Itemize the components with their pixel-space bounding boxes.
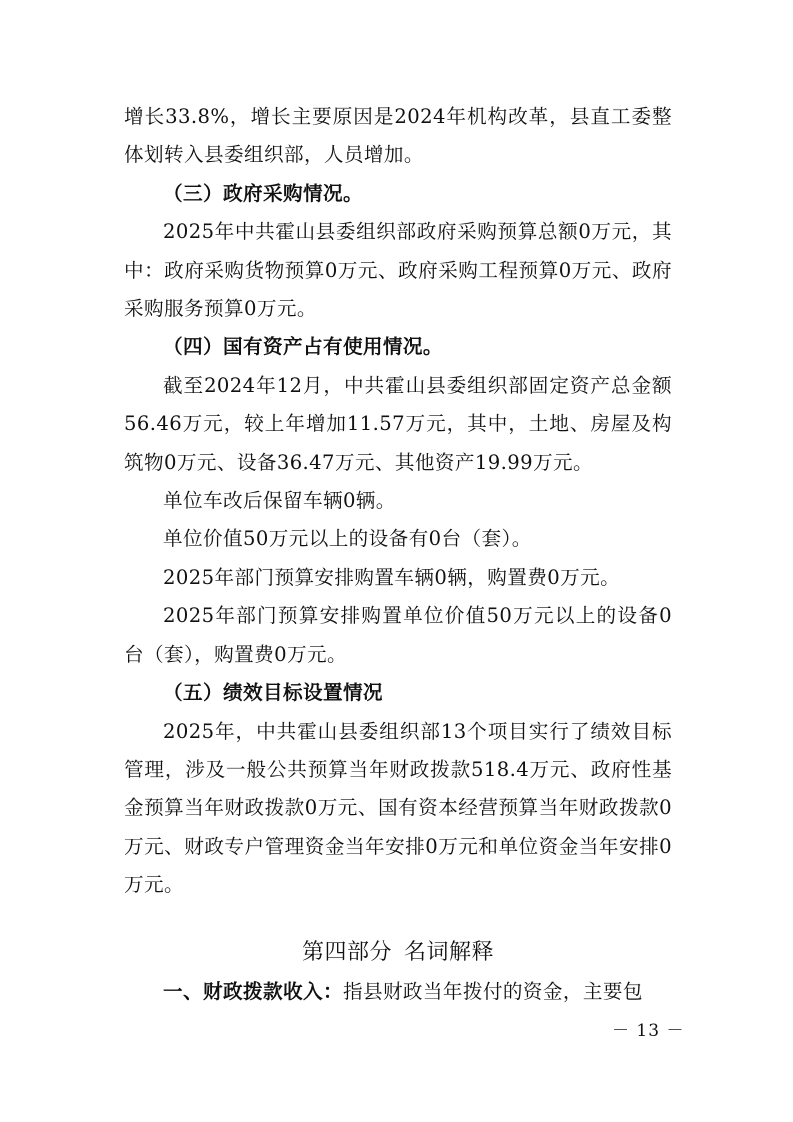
term-definition: 指县财政当年拨付的资金，主要包 xyxy=(342,979,643,1003)
page-content xyxy=(124,98,672,1011)
term-label: 一、财政拨款收入： xyxy=(163,979,343,1003)
paragraph-vehicle-purchase: 2025年部门预算安排购置车辆0辆，购置费0万元。 xyxy=(163,565,621,589)
paragraph-procurement: 2025年中共霍山县委组织部政府采购预算总额0万元，其中：政府采购货物预算0万元、政府采购工程预算0万元、政府采购服务预算0万元。 xyxy=(124,220,672,321)
paragraph-performance: 2025年，中共霍山县委组织部13个项目实行了绩效目标管理，涉及一般公共预算当年财政拨款518.4万元、政府性基金预算当年财政拨款0万元、国有资本经营预算当年财政拨款0万元、财政专户管理资金当年安排0万元和单位资金当年安排0万元。 xyxy=(124,719,672,897)
part-four-title xyxy=(124,933,672,973)
part-four-number: 第四部分 xyxy=(301,939,392,965)
paragraph-fixed-assets: 截至2024年12月，中共霍山县委组织部固定资产总金额56.46万元，较上年增加11.57万元，其中，土地、房屋及构筑物0万元、设备36.47万元、其他资产19.99万元。 xyxy=(124,373,672,474)
paragraph-staff-growth: 增长33.8%，增长主要原因是2024年机构改革，县直工委整体划转入县委组织部，人员增加。 xyxy=(124,105,672,167)
part-four-name: 名词解释 xyxy=(404,939,495,965)
paragraph-equipment-over-50: 单位价值50万元以上的设备有0台（套）。 xyxy=(163,527,532,551)
heading-state-assets: （四）国有资产占有使用情况。 xyxy=(163,335,443,359)
paragraph-term-fiscal-revenue xyxy=(124,973,672,1011)
paragraph-vehicles-retained: 单位车改后保留车辆0辆。 xyxy=(163,489,396,513)
paragraph-equipment-purchase: 2025年部门预算安排购置单位价值50万元以上的设备0台（套），购置费0万元。 xyxy=(124,604,672,666)
page-number: － 13 － xyxy=(612,1021,685,1041)
heading-government-procurement: （三）政府采购情况。 xyxy=(163,181,363,205)
heading-performance-targets: （五）绩效目标设置情况 xyxy=(163,681,383,705)
